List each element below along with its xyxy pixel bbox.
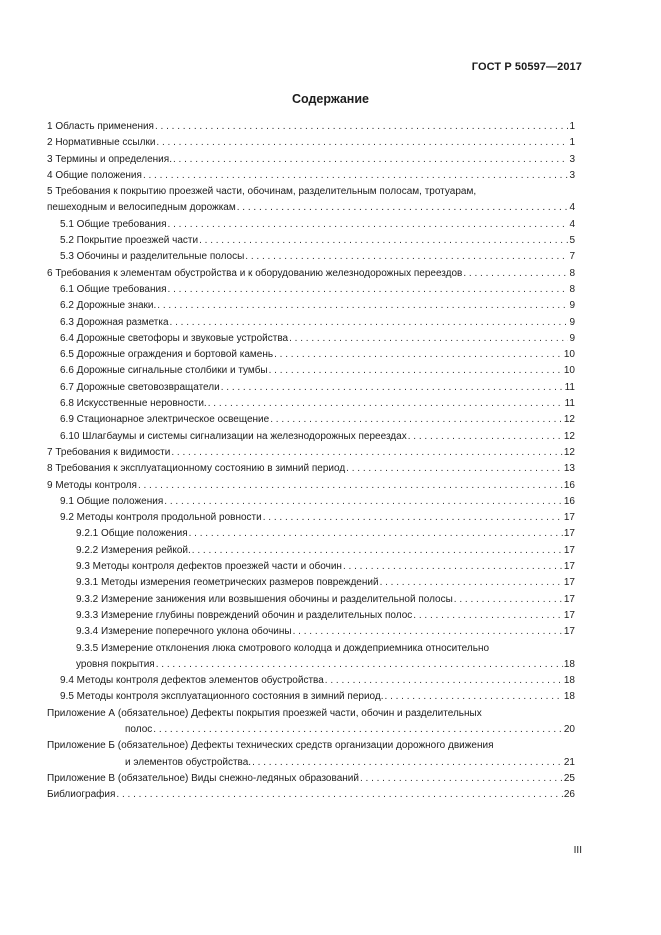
toc-entry-title: 6.1 Общие требования (60, 283, 167, 295)
toc-entry-title: 6.3 Дорожная разметка (60, 316, 169, 328)
dot-leader (208, 396, 564, 412)
toc-entry-page: 11 (564, 398, 575, 410)
toc-entry-page: 17 (563, 528, 575, 540)
toc-entry[interactable] (47, 478, 575, 494)
toc-entry[interactable] (47, 445, 575, 461)
toc-entry[interactable] (47, 608, 575, 624)
toc-entry-title: 9.4 Методы контроля дефектов элементов обустройства (60, 675, 324, 687)
toc-entry-title: 5.1 Общие требования (60, 218, 167, 230)
toc-entry[interactable] (47, 738, 575, 771)
toc-entry-title: Приложение Б (обязательное) Дефекты технических средств организации дорожного движения (47, 740, 494, 752)
toc-entry-page: 26 (563, 789, 575, 801)
dot-leader (138, 478, 563, 494)
toc-entry-page: 1 (569, 137, 575, 149)
toc-entry-page: 4 (569, 202, 575, 214)
toc-entry-title: 6.9 Стационарное электрическое освещение (60, 414, 270, 426)
toc-entry-title: 6.4 Дорожные светофоры и звуковые устройства (60, 332, 289, 344)
dot-leader (143, 168, 569, 184)
toc-entry-title: 6.6 Дорожные сигнальные столбики и тумбы (60, 365, 268, 377)
toc-entry-page: 17 (563, 609, 575, 621)
toc-entry-page: 10 (563, 349, 575, 361)
toc-entry[interactable] (47, 315, 575, 331)
toc-entry-continuation: пешеходным и велосипедным дорожкам (47, 202, 236, 214)
dot-leader (168, 217, 569, 233)
toc-entry-page: 18 (563, 675, 575, 687)
toc-entry-page: 17 (563, 512, 575, 524)
toc-entry-title: 6.8 Искусственные неровности. (60, 398, 207, 410)
toc-entry-title: 9.3.1 Методы измерения геометрических размеров повреждений (76, 577, 379, 589)
toc-entry[interactable] (47, 461, 575, 477)
dot-leader (171, 445, 563, 461)
toc-entry[interactable] (47, 233, 575, 249)
toc-entry-title: 9.3 Методы контроля дефектов проезжей части и обочин (76, 561, 342, 573)
dot-leader (237, 200, 569, 216)
dot-leader (293, 624, 563, 640)
dot-leader (274, 347, 563, 363)
toc-entry[interactable] (47, 298, 575, 314)
dot-leader (385, 689, 563, 705)
dot-leader (173, 152, 568, 168)
toc-entry[interactable] (47, 331, 575, 347)
toc-entry-page: 17 (563, 577, 575, 589)
dot-leader (116, 787, 562, 803)
toc-entry-page: 10 (563, 365, 575, 377)
dot-leader (380, 575, 563, 591)
toc-entry-page: 11 (564, 381, 575, 393)
dot-leader (263, 510, 563, 526)
toc-entry-page: 3 (569, 153, 575, 165)
dot-leader (463, 266, 568, 282)
document-code: ГОСТ Р 50597—2017 (471, 61, 582, 73)
toc-entry-title: 3 Термины и определения. (47, 153, 172, 165)
table-of-contents (47, 119, 575, 803)
dot-leader (189, 526, 563, 542)
toc-entry[interactable] (47, 526, 575, 542)
toc-entry-title: 6 Требования к элементам обустройства и к оборудованию железнодорожных переездов (47, 267, 463, 279)
dot-leader (168, 282, 569, 298)
toc-entry-page: 21 (563, 756, 575, 768)
toc-entry-title: 9.2 Методы контроля продольной ровности (60, 512, 262, 524)
toc-entry-title: 6.2 Дорожные знаки. (60, 300, 157, 312)
dot-leader (153, 722, 563, 738)
toc-entry-page: 5 (569, 235, 575, 247)
toc-entry[interactable] (47, 575, 575, 591)
toc-entry[interactable] (47, 152, 575, 168)
toc-entry-page: 4 (569, 218, 575, 230)
toc-entry-title: 9.2.2 Измерения рейкой. (76, 544, 191, 556)
dot-leader (252, 755, 563, 771)
toc-entry[interactable] (47, 641, 575, 674)
toc-entry-page: 16 (563, 495, 575, 507)
toc-entry-title: 7 Требования к видимости (47, 446, 171, 458)
toc-entry[interactable] (47, 673, 575, 689)
toc-entry-title: 5.3 Обочины и разделительные полосы (60, 251, 245, 263)
dot-leader (199, 233, 568, 249)
dot-leader (245, 249, 568, 265)
toc-entry-title: 9.1 Общие положения (60, 495, 164, 507)
toc-entry-page: 17 (563, 544, 575, 556)
dot-leader (155, 119, 568, 135)
toc-entry-page: 18 (563, 658, 575, 670)
toc-entry-page: 17 (563, 561, 575, 573)
toc-entry-title: 5.2 Покрытие проезжей части (60, 235, 199, 247)
toc-entry-title: 5 Требования к покрытию проезжей части, обочинам, разделительным полосам, тротуарам, (47, 186, 477, 198)
dot-leader (157, 298, 568, 314)
toc-entry-title: 8 Требования к эксплуатационному состоянию в зимний период (47, 463, 346, 475)
toc-entry-title: 9.3.3 Измерение глубины повреждений обочин и разделительных полос (76, 609, 413, 621)
toc-entry[interactable] (47, 135, 575, 151)
toc-entry-page: 9 (569, 300, 575, 312)
toc-entry-page: 8 (569, 267, 575, 279)
toc-entry[interactable] (47, 706, 575, 739)
dot-leader (343, 559, 563, 575)
toc-entry[interactable] (47, 282, 575, 298)
toc-entry[interactable] (47, 184, 575, 217)
dot-leader (360, 771, 563, 787)
toc-entry-title: 6.5 Дорожные ограждения и бортовой камень (60, 349, 274, 361)
toc-entry[interactable] (47, 624, 575, 640)
dot-leader (413, 608, 563, 624)
dot-leader (289, 331, 568, 347)
toc-entry-title: 6.10 Шлагбаумы и системы сигнализации на железнодорожных переездах (60, 430, 407, 442)
toc-entry[interactable] (47, 217, 575, 233)
dot-leader (170, 315, 569, 331)
toc-entry-continuation: полос (125, 723, 153, 735)
toc-entry-title: 4 Общие положения (47, 169, 142, 181)
toc-entry[interactable] (47, 380, 575, 396)
dot-leader (221, 380, 564, 396)
toc-entry[interactable] (47, 412, 575, 428)
toc-entry[interactable] (47, 266, 575, 282)
toc-entry-page: 13 (563, 463, 575, 475)
toc-entry-page: 12 (563, 414, 575, 426)
dot-leader (408, 429, 563, 445)
toc-title: Содержание (291, 92, 369, 106)
toc-entry-title: Библиография (47, 789, 116, 801)
toc-entry-page: 9 (569, 332, 575, 344)
toc-entry-title: 9.3.2 Измерение занижения или возвышения обочины и разделительной полосы (76, 593, 453, 605)
toc-entry[interactable] (47, 168, 575, 184)
toc-entry-title: 9.2.1 Общие положения (76, 528, 188, 540)
toc-entry-page: 7 (569, 251, 575, 263)
toc-entry-page: 25 (563, 772, 575, 784)
toc-entry-page: 12 (563, 430, 575, 442)
toc-entry[interactable] (47, 771, 575, 787)
toc-entry-title: Приложение В (обязательное) Виды снежно-ледяных образований (47, 772, 359, 784)
dot-leader (269, 363, 563, 379)
toc-entry-title: 9.3.5 Измерение отклонения люка смотрового колодца и дождеприемника относительно (76, 642, 490, 654)
toc-entry[interactable] (47, 592, 575, 608)
toc-entry-page: 1 (569, 121, 575, 132)
toc-entry[interactable] (47, 119, 575, 135)
toc-entry-page: 8 (569, 283, 575, 295)
toc-entry[interactable] (47, 787, 575, 803)
dot-leader (156, 135, 568, 151)
toc-entry[interactable] (47, 543, 575, 559)
toc-entry-title: 1 Область применения (47, 121, 154, 132)
toc-entry[interactable] (47, 347, 575, 363)
toc-entry-continuation: уровня покрытия (76, 658, 155, 670)
toc-entry[interactable] (47, 559, 575, 575)
toc-entry-page: 20 (563, 723, 575, 735)
toc-entry[interactable] (47, 249, 575, 265)
dot-leader (164, 494, 563, 510)
toc-entry-title: 9.3.4 Измерение поперечного уклона обочины (76, 626, 292, 638)
toc-entry[interactable] (47, 363, 575, 379)
toc-entry-page: 17 (563, 593, 575, 605)
dot-leader (156, 657, 563, 673)
dot-leader (454, 592, 563, 608)
dot-leader (346, 461, 563, 477)
toc-entry-title: Приложение А (обязательное) Дефекты покрытия проезжей части, обочин и разделительных (47, 707, 482, 719)
toc-entry-title: 9 Методы контроля (47, 479, 137, 491)
toc-entry[interactable] (47, 396, 575, 412)
toc-entry[interactable] (47, 494, 575, 510)
toc-entry-page: 9 (569, 316, 575, 328)
dot-leader (270, 412, 563, 428)
page-number: III (573, 845, 582, 856)
toc-entry[interactable] (47, 510, 575, 526)
toc-entry-page: 16 (563, 479, 575, 491)
toc-entry-continuation: и элементов обустройства. (125, 756, 252, 768)
dot-leader (192, 543, 563, 559)
toc-entry-page: 18 (563, 691, 575, 703)
toc-entry-title: 2 Нормативные ссылки (47, 137, 156, 149)
toc-entry-title: 9.5 Методы контроля эксплуатационного состояния в зимний период. (60, 691, 384, 703)
toc-entry-page: 3 (569, 169, 575, 181)
toc-entry[interactable] (47, 689, 575, 705)
dot-leader (325, 673, 563, 689)
toc-entry-title: 6.7 Дорожные световозвращатели (60, 381, 220, 393)
toc-entry[interactable] (47, 429, 575, 445)
toc-entry-page: 17 (563, 626, 575, 638)
toc-entry-page: 12 (563, 446, 575, 458)
